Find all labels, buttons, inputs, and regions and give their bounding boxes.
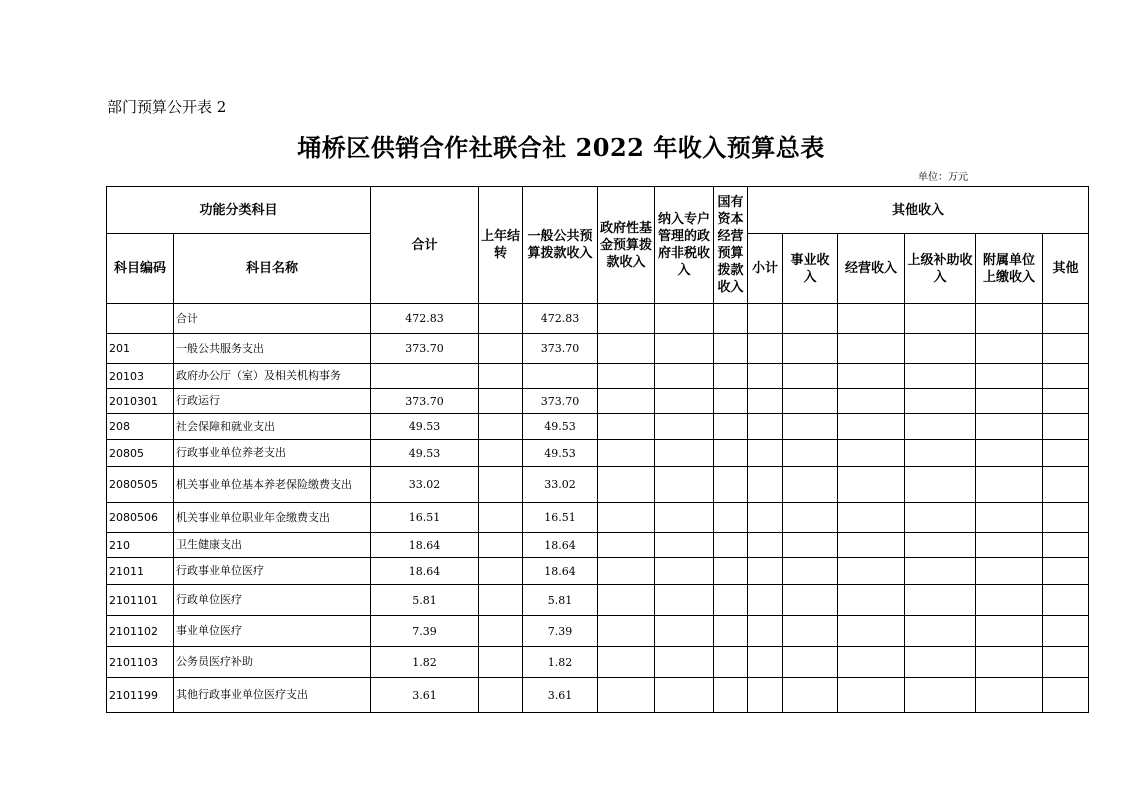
row-name: 合计 bbox=[174, 304, 371, 334]
row-name: 社会保障和就业支出 bbox=[174, 414, 371, 440]
row-code bbox=[107, 304, 174, 334]
table-row bbox=[107, 616, 1089, 647]
row-general-budget: 472.83 bbox=[523, 304, 598, 334]
table-row bbox=[107, 558, 1089, 585]
header-subtotal: 小计 bbox=[748, 234, 783, 304]
header-state-capital: 国有资本经营预算拨款收入 bbox=[714, 187, 748, 304]
row-general-budget bbox=[523, 364, 598, 389]
header-operating-income: 经营收入 bbox=[838, 234, 905, 304]
table-row bbox=[107, 304, 1089, 334]
row-total: 5.81 bbox=[371, 585, 479, 616]
table-row bbox=[107, 389, 1089, 414]
header-code: 科目编码 bbox=[107, 234, 174, 304]
document-label: 部门预算公开表 2 bbox=[107, 98, 227, 116]
header-gov-fund: 政府性基金预算拨款收入 bbox=[598, 187, 655, 304]
row-name: 事业单位医疗 bbox=[174, 616, 371, 647]
header-name: 科目名称 bbox=[174, 234, 371, 304]
row-code: 2101102 bbox=[107, 616, 174, 647]
table-row bbox=[107, 334, 1089, 364]
table-row bbox=[107, 678, 1089, 713]
row-name: 公务员医疗补助 bbox=[174, 647, 371, 678]
row-general-budget: 7.39 bbox=[523, 616, 598, 647]
row-total: 18.64 bbox=[371, 558, 479, 585]
row-code: 210 bbox=[107, 533, 174, 558]
table-row bbox=[107, 467, 1089, 503]
header-general-budget: 一般公共预算拨款收入 bbox=[523, 187, 598, 304]
header-carryover: 上年结转 bbox=[479, 187, 523, 304]
table-row bbox=[107, 503, 1089, 533]
row-name: 行政事业单位养老支出 bbox=[174, 440, 371, 467]
row-code: 2101101 bbox=[107, 585, 174, 616]
row-total: 49.53 bbox=[371, 440, 479, 467]
row-name: 机关事业单位职业年金缴费支出 bbox=[174, 503, 371, 533]
table-row bbox=[107, 364, 1089, 389]
row-total: 3.61 bbox=[371, 678, 479, 713]
row-total: 472.83 bbox=[371, 304, 479, 334]
table-row bbox=[107, 585, 1089, 616]
header-other-income: 其他收入 bbox=[748, 187, 1089, 234]
row-code: 20103 bbox=[107, 364, 174, 389]
row-total: 49.53 bbox=[371, 414, 479, 440]
row-code: 2080505 bbox=[107, 467, 174, 503]
row-code: 2010301 bbox=[107, 389, 174, 414]
row-general-budget: 49.53 bbox=[523, 440, 598, 467]
row-general-budget: 18.64 bbox=[523, 533, 598, 558]
header-other: 其他 bbox=[1043, 234, 1089, 304]
row-name: 行政事业单位医疗 bbox=[174, 558, 371, 585]
row-general-budget: 18.64 bbox=[523, 558, 598, 585]
row-total: 373.70 bbox=[371, 334, 479, 364]
row-name: 行政单位医疗 bbox=[174, 585, 371, 616]
unit-label: 单位：万元 bbox=[918, 172, 968, 183]
row-name: 卫生健康支出 bbox=[174, 533, 371, 558]
table-row bbox=[107, 647, 1089, 678]
row-general-budget: 373.70 bbox=[523, 389, 598, 414]
row-code: 2080506 bbox=[107, 503, 174, 533]
row-total: 373.70 bbox=[371, 389, 479, 414]
header-total: 合计 bbox=[371, 187, 479, 304]
row-name: 行政运行 bbox=[174, 389, 371, 414]
header-affiliated-payment: 附属单位上缴收入 bbox=[976, 234, 1043, 304]
row-general-budget: 33.02 bbox=[523, 467, 598, 503]
row-total: 33.02 bbox=[371, 467, 479, 503]
table-row bbox=[107, 414, 1089, 440]
row-code: 2101103 bbox=[107, 647, 174, 678]
row-general-budget: 5.81 bbox=[523, 585, 598, 616]
row-general-budget: 3.61 bbox=[523, 678, 598, 713]
row-total: 1.82 bbox=[371, 647, 479, 678]
row-code: 201 bbox=[107, 334, 174, 364]
row-total: 18.64 bbox=[371, 533, 479, 558]
row-name: 政府办公厅（室）及相关机构事务 bbox=[174, 364, 371, 389]
header-higher-subsidy: 上级补助收入 bbox=[905, 234, 976, 304]
row-code: 208 bbox=[107, 414, 174, 440]
header-func-class: 功能分类科目 bbox=[107, 187, 371, 234]
header-business-income: 事业收入 bbox=[783, 234, 838, 304]
row-general-budget: 49.53 bbox=[523, 414, 598, 440]
row-code: 20805 bbox=[107, 440, 174, 467]
header-special-nontax: 纳入专户管理的政府非税收入 bbox=[655, 187, 714, 304]
table-row bbox=[107, 533, 1089, 558]
row-total bbox=[371, 364, 479, 389]
row-total: 7.39 bbox=[371, 616, 479, 647]
row-name: 一般公共服务支出 bbox=[174, 334, 371, 364]
row-name: 机关事业单位基本养老保险缴费支出 bbox=[174, 467, 371, 503]
row-total: 16.51 bbox=[371, 503, 479, 533]
row-general-budget: 373.70 bbox=[523, 334, 598, 364]
row-code: 21011 bbox=[107, 558, 174, 585]
row-code: 2101199 bbox=[107, 678, 174, 713]
page-title: 埇桥区供销合作社联合社 2022 年收入预算总表 bbox=[297, 133, 825, 162]
row-general-budget: 1.82 bbox=[523, 647, 598, 678]
table-row bbox=[107, 440, 1089, 467]
row-name: 其他行政事业单位医疗支出 bbox=[174, 678, 371, 713]
row-general-budget: 16.51 bbox=[523, 503, 598, 533]
income-budget-table bbox=[106, 186, 1089, 713]
